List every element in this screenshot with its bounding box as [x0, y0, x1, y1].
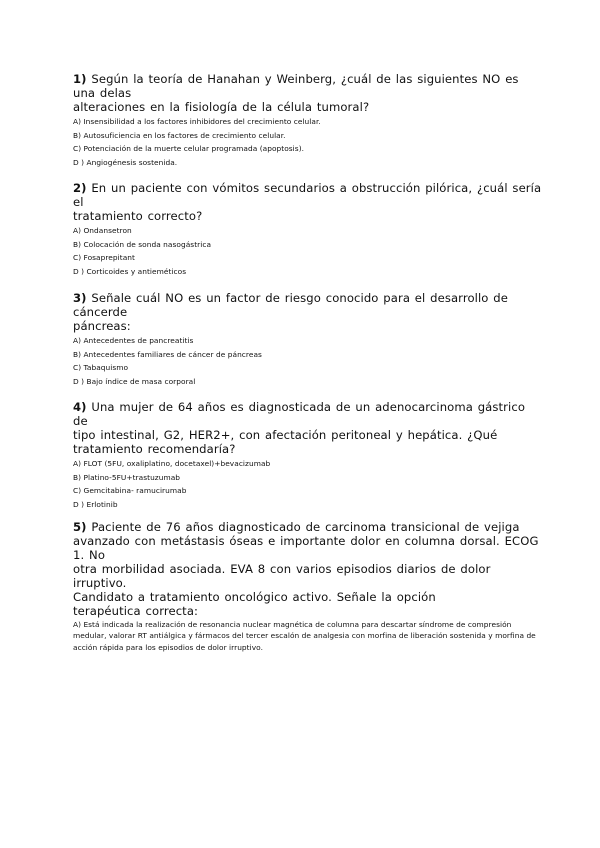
question-1-option-a: A) Insensibilidad a los factores inhibidores del crecimiento celular.	[73, 117, 321, 126]
question-5-options	[73, 619, 543, 653]
question-5-option-a: A) Está indicada la realización de resonancia nuclear magnética de columna para descartar síndrome de compresión medular, valorar RT antiálgica y fármacos del tercer escalón de analgesia con morfina de liberación sostenida y morfina de acción rápida para los episodios de dolor irruptivo.	[73, 620, 536, 652]
question-1-stem: Según la teoría de Hanahan y Weinberg, ¿cuál de las siguientes NO es una delas alteraciones en la fisiología de la célula tumoral?	[73, 72, 519, 114]
question-2-text	[73, 181, 543, 223]
question-1-option-d: D ) Angiogénesis sostenida.	[73, 157, 178, 167]
question-4	[73, 400, 543, 511]
question-5-stem: Paciente de 76 años diagnosticado de carcinoma transicional de vejiga avanzado con metástasis óseas e importante dolor en columna dorsal. ECOG 1. No otra morbilidad asociada. EVA 8 con varios episodios diarios de dolor irruptivo. Candidato a tratamiento oncológico activo. Señale la opción terapéutica correcta:	[73, 520, 539, 618]
question-5-number: 5)	[73, 520, 87, 534]
question-1-option-c: C) Potenciación de la muerte celular programada (apoptosis).	[73, 144, 305, 154]
question-4-stem: Una mujer de 64 años es diagnosticada de un adenocarcinoma gástrico de tipo intestinal, G2, HER2+, con afectación peritoneal y hepática. ¿Qué tratamiento recomendaría?	[73, 400, 526, 456]
question-1-number: 1)	[73, 72, 87, 86]
question-5-text	[73, 520, 543, 618]
question-3-option-a: A) Antecedentes de pancreatitis	[73, 336, 194, 345]
question-4-option-b: B) Platino-5FU+trastuzumab	[73, 472, 181, 482]
question-2-option-b: B) Colocación de sonda nasogástrica	[73, 239, 212, 249]
question-4-number: 4)	[73, 400, 87, 414]
question-3-options	[73, 334, 543, 388]
question-3-option-b: B) Antecedentes familiares de cáncer de páncreas	[73, 349, 262, 359]
question-3	[73, 291, 543, 388]
question-4-option-a: A) FLOT (5FU, oxaliplatino, docetaxel)+bevacizumab	[73, 459, 271, 468]
question-2	[73, 181, 543, 278]
question-2-stem: En un paciente con vómitos secundarios a obstrucción pilórica, ¿cuál sería el tratamiento correcto?	[73, 181, 542, 223]
question-3-option-d: D ) Bajo índice de masa corporal	[73, 376, 196, 386]
question-4-option-d: D ) Erlotinib	[73, 499, 118, 509]
question-1-text	[73, 72, 543, 114]
question-5	[73, 520, 543, 653]
question-4-options	[73, 457, 543, 511]
question-2-option-a: A) Ondansetron	[73, 226, 132, 235]
question-3-stem: Señale cuál NO es un factor de riesgo conocido para el desarrollo de cáncerde páncreas:	[73, 291, 508, 333]
question-2-number: 2)	[73, 181, 87, 195]
question-3-text	[73, 291, 543, 333]
question-1-option-b: B) Autosuficiencia en los factores de crecimiento celular.	[73, 130, 286, 140]
question-4-option-c: C) Gemcitabina- ramucirumab	[73, 486, 187, 496]
question-4-text	[73, 400, 543, 456]
question-2-options	[73, 224, 543, 278]
question-3-option-c: C) Tabaquismo	[73, 363, 129, 373]
question-1	[73, 72, 543, 169]
question-2-option-d: D ) Corticoides y antieméticos	[73, 266, 187, 276]
question-1-options	[73, 115, 543, 169]
question-2-option-c: C) Fosaprepitant	[73, 253, 135, 263]
question-3-number: 3)	[73, 291, 87, 305]
